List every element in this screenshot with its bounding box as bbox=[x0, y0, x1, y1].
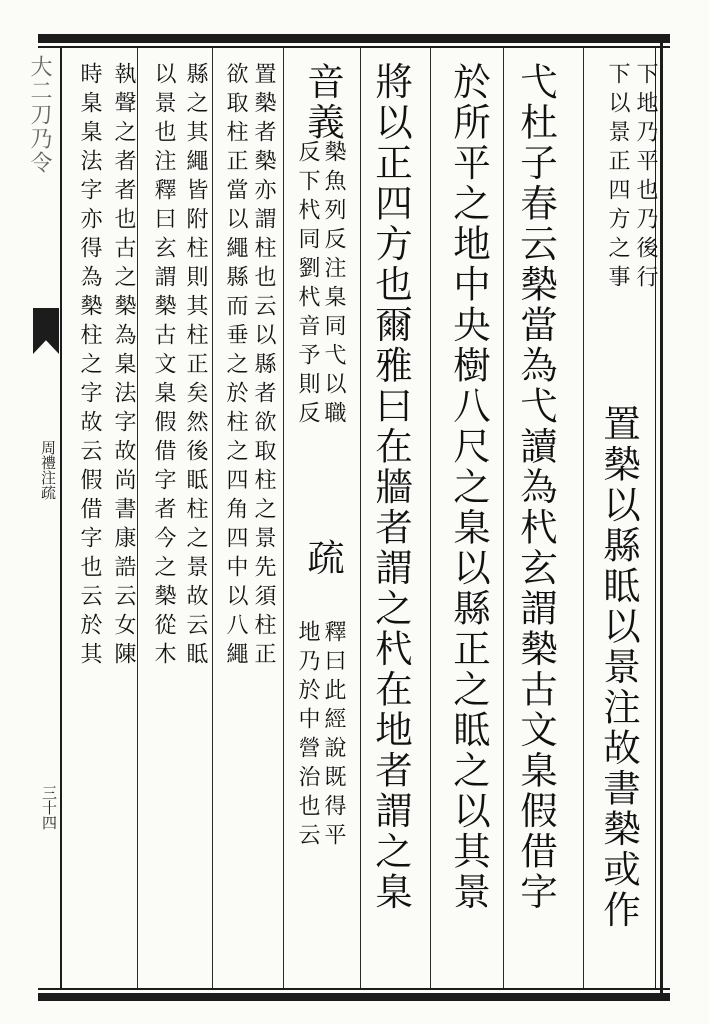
page-number: 三十四 bbox=[40, 785, 58, 830]
frame-top-border bbox=[38, 34, 670, 43]
annotation-right: 釋曰此經說既得平 bbox=[321, 620, 346, 852]
fishtail-mark bbox=[33, 308, 59, 354]
main-text-column-3: 於所平之地中央樹八尺之臬以縣正之眡之以其景 bbox=[447, 62, 491, 913]
frame-bottom-border bbox=[38, 993, 670, 1001]
annotation-right: 置槷者槷亦謂柱也云以縣者欲取柱之景先須柱正 bbox=[251, 62, 276, 671]
margin-header-text: 大二刀乃令 bbox=[27, 55, 52, 175]
annotation-right: 執聲之者者也古之槷為臬法字故尚書康誥云女陳 bbox=[111, 62, 136, 671]
annotation-left: 欲取柱正當以繩縣而垂之於柱之四角四中以八繩 bbox=[223, 62, 248, 671]
section-label-yinyi: 音義 bbox=[301, 62, 345, 143]
column-rule bbox=[430, 48, 431, 988]
main-text-column-1: 置槷以縣眡以景注故書槷或作 bbox=[597, 404, 641, 931]
annotation-left: 下以景正四方之事 bbox=[605, 62, 630, 294]
column-rule bbox=[583, 48, 584, 988]
annotation-right: 下地乃平也乃後行 bbox=[633, 62, 658, 294]
annotation-right: 槷魚列反注臬同弋以職 bbox=[321, 140, 346, 430]
section-label-shu: 疏 bbox=[301, 538, 345, 579]
column-rule bbox=[503, 48, 504, 988]
column-rule bbox=[283, 48, 284, 988]
annotation-left: 反下杙同劉杙音予則反 bbox=[295, 140, 320, 430]
annotation-left: 地乃於中營治也云 bbox=[295, 620, 320, 852]
book-title: 周禮注疏 bbox=[39, 440, 57, 500]
annotation-left: 時臬臬法字亦得為槷柱之字故云假借字也云於其 bbox=[77, 62, 102, 671]
column-rule bbox=[212, 48, 213, 988]
column-rule bbox=[360, 48, 361, 988]
main-text-column-4: 將以正四方也爾雅曰在牆者謂之杙在地者謂之臬 bbox=[369, 62, 413, 913]
frame-top-inner-line bbox=[38, 46, 670, 48]
annotation-right: 縣之其繩皆附柱則其柱正矣然後眡柱之景故云眡 bbox=[183, 62, 208, 671]
main-text-column-2: 弋杜子春云槷當為弋讀為杙玄謂槷古文臬假借字 bbox=[514, 62, 558, 913]
frame-bottom-inner-line bbox=[38, 988, 670, 990]
annotation-left: 以景也注釋曰玄謂槷古文臬假借字者今之槷從木 bbox=[151, 62, 176, 671]
frame-left-border bbox=[60, 46, 62, 990]
